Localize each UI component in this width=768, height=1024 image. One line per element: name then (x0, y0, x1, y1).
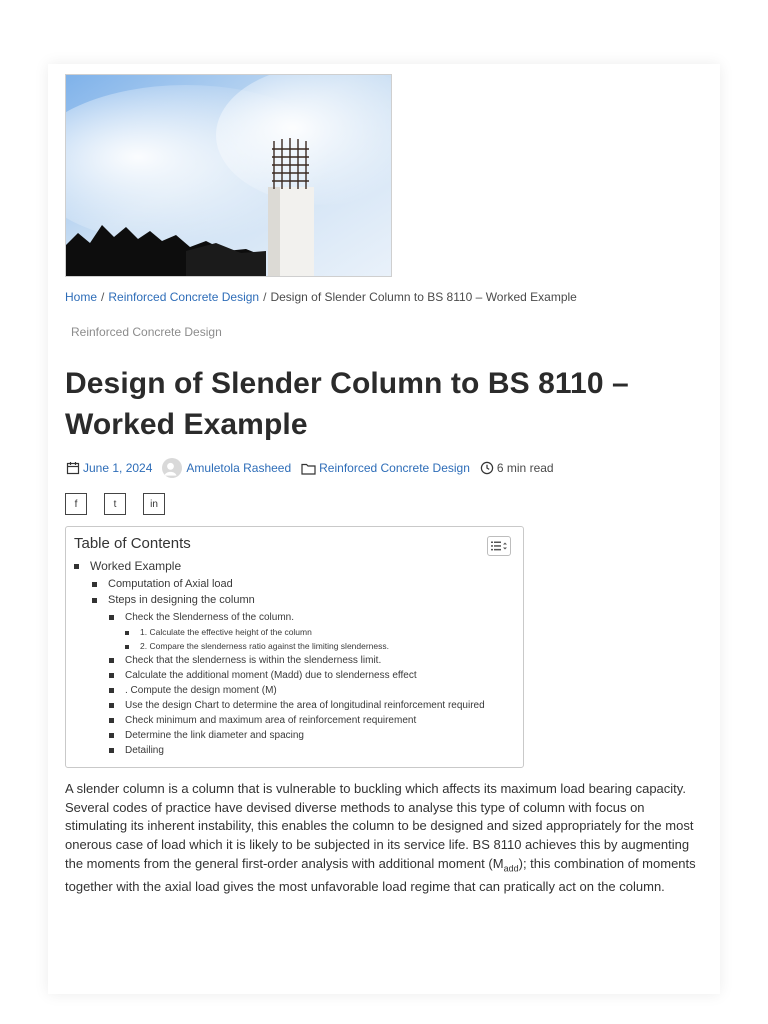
moment-symbol: M (492, 855, 504, 871)
breadcrumb-separator: / (101, 290, 105, 304)
breadcrumb-home-link[interactable]: Home (65, 290, 98, 304)
toc-link[interactable]: Worked Example (74, 559, 181, 573)
author-link[interactable]: Amuletola Rasheed (186, 461, 292, 475)
toc-link[interactable]: Use the design Chart to determine the area of longitudinal reinforcement required (109, 700, 485, 711)
toc-link[interactable]: 1. Calculate the effective height of the column (125, 627, 312, 637)
twitter-icon: t (113, 498, 117, 510)
toc-link[interactable]: Determine the link diameter and spacing (109, 730, 304, 741)
featured-image (65, 74, 392, 277)
post-category-link[interactable]: Reinforced Concrete Design (319, 461, 470, 475)
toc-title: Table of Contents (74, 535, 191, 552)
moment-subscript: add (503, 863, 519, 874)
post-meta (66, 458, 564, 478)
share-buttons (65, 493, 182, 515)
post-author (162, 458, 291, 478)
breadcrumb (65, 290, 577, 304)
post-date-link[interactable]: June 1, 2024 (83, 461, 153, 475)
list-toggle-icon (490, 540, 508, 552)
toc-toggle-button[interactable] (487, 536, 511, 556)
breadcrumb-category-link[interactable]: Reinforced Concrete Design (108, 290, 260, 304)
read-time-text: 6 min read (496, 461, 554, 475)
twitter-share-button[interactable] (104, 493, 126, 515)
category-tag[interactable]: Reinforced Concrete Design (71, 325, 222, 339)
toc-link[interactable]: . Compute the design moment (M) (109, 685, 277, 696)
toc-link[interactable]: Check that the slenderness is within the slenderness limit. (109, 655, 381, 666)
post-category (301, 461, 470, 475)
toc-link[interactable]: Steps in designing the column (92, 594, 255, 606)
page-title: Design of Slender Column to BS 8110 – Worked Example (65, 367, 629, 441)
folder-icon (301, 462, 316, 475)
post-date (66, 461, 152, 475)
avatar (162, 458, 182, 478)
linkedin-icon: in (150, 498, 158, 510)
breadcrumb-separator: / (263, 290, 267, 304)
table-of-contents (65, 526, 524, 768)
toc-link[interactable]: Calculate the additional moment (Madd) due to slenderness effect (109, 670, 417, 681)
intro-paragraph: A slender column is a column that is vulnerable to buckling which affects its maximum load bearing capacity. Several codes of practice have devised diverse methods to analyse this type of column with focus on stimulating its inherent instability, this enables the column to be designed and sized appropriately for the most onerous case of load which it is likely to be subjected in its service life. BS 8110 achieves this by augmenting the moments from the general first-order analysis with additional moment $(M_{add})$; this combination of moments together with the axial load gives the most unfavorable load regime that can pratically act on the column. (65, 781, 696, 895)
clock-icon (480, 461, 494, 475)
toc-link[interactable]: Check minimum and maximum area of reinforcement requirement (109, 715, 416, 726)
toc-link[interactable]: Detailing (109, 745, 164, 756)
user-icon (162, 458, 179, 478)
read-time (480, 461, 554, 475)
breadcrumb-current: Design of Slender Column to BS 8110 – Worked Example (270, 290, 577, 304)
linkedin-share-button[interactable] (143, 493, 165, 515)
facebook-icon: f (74, 498, 78, 510)
calendar-icon (66, 461, 80, 475)
toc-link[interactable]: Computation of Axial load (92, 578, 233, 590)
toc-link[interactable]: 2. Compare the slenderness ratio against the limiting slenderness. (125, 641, 389, 651)
toc-link[interactable]: Check the Slenderness of the column. (109, 612, 294, 623)
facebook-share-button[interactable] (65, 493, 87, 515)
